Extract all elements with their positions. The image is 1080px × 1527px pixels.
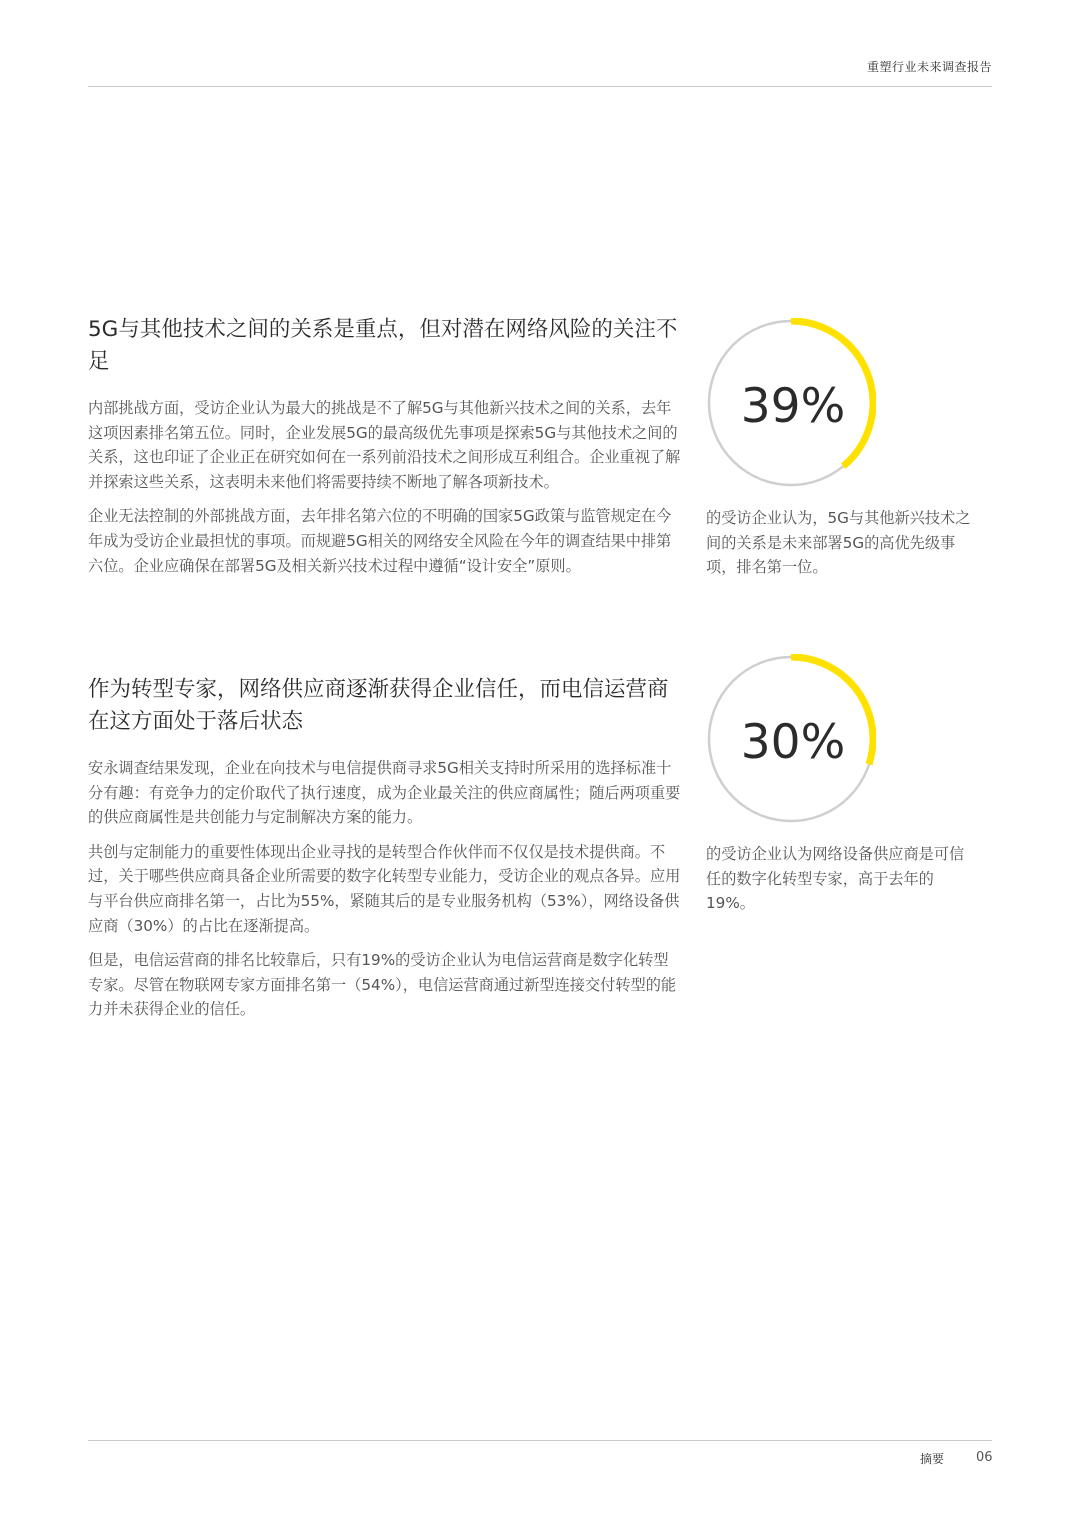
stat-value: 30% [740, 715, 846, 770]
stat-caption: 的受访企业认为网络设备供应商是可信任的数字化转型专家，高于去年的19%。 [706, 845, 965, 913]
section-paragraph: 安永调查结果发现，企业在向技术与电信提供商寻求5G相关支持时所采用的选择标准十分有趣：有竞争力的定价取代了执行速度，成为企业最关注的供应商属性；随后两项重要的供应商属性是共创能力与定制解决方案的能力。 [88, 759, 681, 827]
footer-divider [88, 1440, 992, 1441]
section-paragraph: 但是，电信运营商的排名比较靠后，只有19%的受访企业认为电信运营商是数字化转型专家。尽管在物联网专家方面排名第一（54%），电信运营商通过新型连接交付转型的能力并未获得企业的信任。 [88, 951, 677, 1019]
section-paragraph: 企业无法控制的外部挑战方面，去年排名第六位的不明确的国家5G政策与监管规定在今年成为受访企业最担忧的事项。而规避5G相关的网络安全风险在今年的调查结果中排第六位。企业应确保在部署5G及相关新兴技术过程中遵循“设计安全”原则。 [88, 507, 672, 575]
stat-caption: 的受访企业认为，5G与其他新兴技术之间的关系是未来部署5G的高优先级事项，排名第一位。 [706, 509, 971, 577]
header-divider [88, 86, 992, 87]
section-heading: 作为转型专家，网络供应商逐渐获得企业信任，而电信运营商在这方面处于落后状态 [88, 677, 669, 734]
section-heading: 5G与其他技术之间的关系是重点，但对潜在网络风险的关注不足 [88, 317, 678, 374]
section-tech-relationship [88, 314, 683, 588]
stat-value: 39% [740, 379, 846, 434]
percentage-ring [706, 654, 876, 824]
section-vendor-trust [88, 674, 683, 1032]
stat-callout-39 [706, 318, 976, 580]
header-title: 重塑行业未来调查报告 [866, 60, 992, 74]
page-number: 06 [976, 1450, 993, 1465]
section-paragraph: 内部挑战方面，受访企业认为最大的挑战是不了解5G与其他新兴技术之间的关系，去年这项因素排名第五位。同时，企业发展5G的最高级优先事项是探索5G与其他技术之间的关系，这也印证了企业正在研究如何在一系列前沿技术之间形成互利组合。企业重视了解并探索这些关系，这表明未来他们将需要持续不断地了解各项新技术。 [88, 399, 681, 491]
stat-callout-30 [706, 654, 976, 916]
percentage-ring [706, 318, 876, 488]
footer-section-label: 摘要 [920, 1452, 945, 1466]
section-paragraph: 共创与定制能力的重要性体现出企业寻找的是转型合作伙伴而不仅仅是技术提供商。不过，关于哪些供应商具备企业所需要的数字化转型专业能力，受访企业的观点各异。应用与平台供应商排名第一，占比为55%，紧随其后的是专业服务机构（53%），网络设备供应商（30%）的占比在逐渐提高。 [88, 842, 681, 935]
